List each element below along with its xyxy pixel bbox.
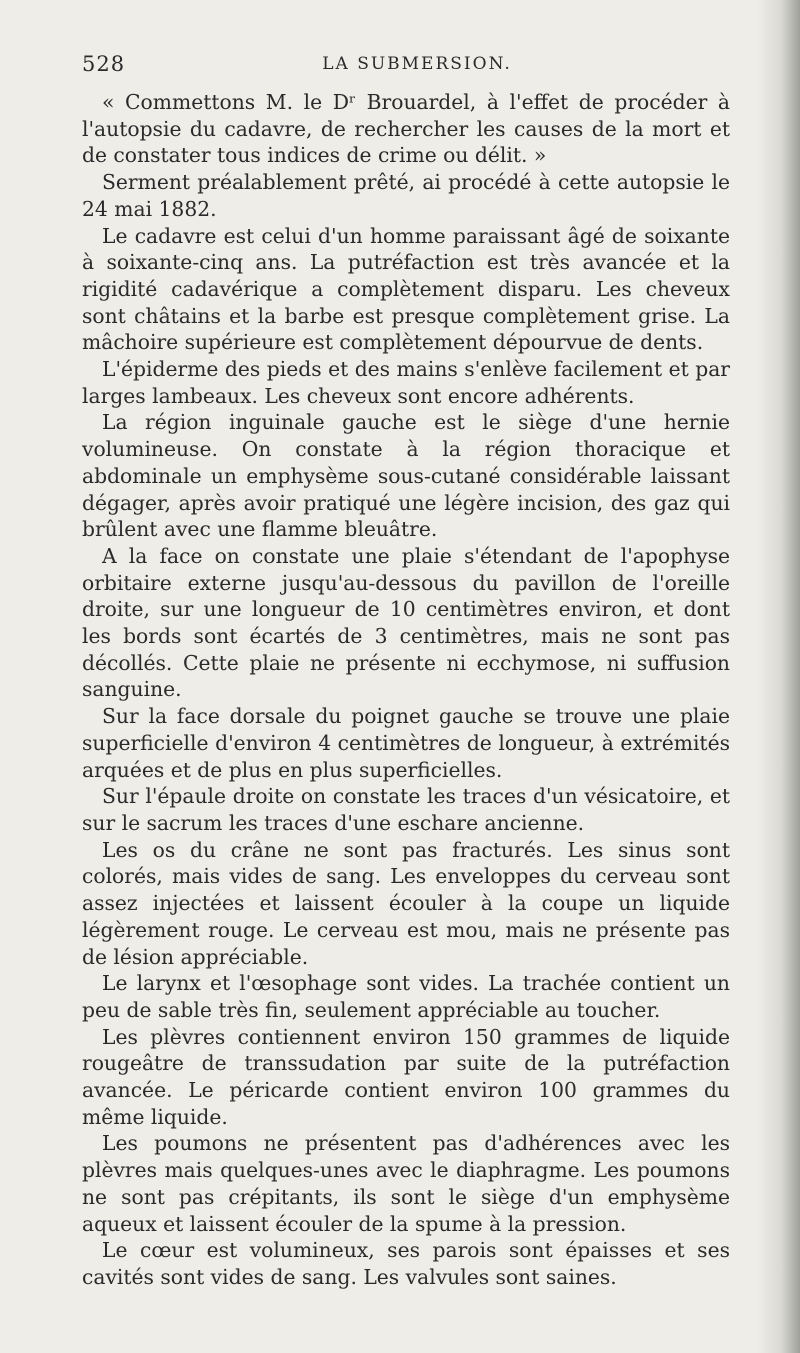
paragraph: Les os du crâne ne sont pas fracturés. Les sinus sont colorés, mais vides de sang. Les enveloppes du cerveau sont assez injectées et laissent écouler à la coupe un liquide légèrement rouge. Le cerveau est mou, mais ne présente pas de lésion appréciable. [82,837,730,969]
paragraph: Les plèvres contiennent environ 150 grammes de liquide rougeâtre de transsudation par suite de la putréfaction avancée. Le péricarde contient environ 100 grammes du même liquide. [82,1024,730,1129]
running-title: LA SUBMERSION. [322,54,512,74]
paragraph: « Commettons M. le Dʳ Brouardel, à l'effet de procéder à l'autopsie du cadavre, de rechercher les causes de la mort et de constater tous indices de crime ou délit. » [82,90,730,168]
paragraph: Le cadavre est celui d'un homme paraissant âgé de soixante à soixante-cinq ans. La putréfaction est très avancée et la rigidité cadavérique a complètement disparu. Les cheveux sont châtains et la barbe est presque complètement grise. La mâchoire supérieure est complètement dépourvue de dents. [82,223,730,355]
paragraph: Sur l'épaule droite on constate les traces d'un vésicatoire, et sur le sacrum les traces d'une eschare ancienne. [82,784,730,835]
paragraph: Serment préalablement prêté, ai procédé à cette autopsie le 24 mai 1882. [82,170,730,221]
page-edge-shadow [758,0,800,1353]
page-number: 528 [82,52,126,76]
paragraph: Le cœur est volumineux, ses parois sont épaisses et ses cavités sont vides de sang. Les valvules sont saines. [82,1238,730,1289]
body-text [82,89,730,1291]
paragraph: Les poumons ne présentent pas d'adhérences avec les plèvres mais quelques-unes avec le diaphragme. Les poumons ne sont pas crépitants, ils sont le siège d'un emphysème aqueux et laissent écouler de la spume à la pression. [82,1131,730,1236]
paragraph: Le larynx et l'œsophage sont vides. La trachée contient un peu de sable très fin, seulement appréciable au toucher. [82,971,730,1022]
paragraph: L'épiderme des pieds et des mains s'enlève facilement et par larges lambeaux. Les cheveux sont encore adhérents. [82,357,730,408]
paragraph: La région inguinale gauche est le siège d'une hernie volumineuse. On constate à la région thoracique et abdominale un emphysème sous-cutané considérable laissant dégager, après avoir pratiqué une légère incision, des gaz qui brûlent avec une flamme bleuâtre. [82,410,730,542]
paragraph: A la face on constate une plaie s'étendant de l'apophyse orbitaire externe jusqu'au-dessous du pavillon de l'oreille droite, sur une longueur de 10 centimètres environ, et dont les bords sont écartés de 3 centimètres, mais ne sont pas décollés. Cette plaie ne présente ni ecchymose, ni suffusion sanguine. [82,543,730,702]
page-header [82,52,732,82]
paragraph: Sur la face dorsale du poignet gauche se trouve une plaie superficielle d'environ 4 centimètres de longueur, à extrémités arquées et de plus en plus superficielles. [82,704,730,782]
